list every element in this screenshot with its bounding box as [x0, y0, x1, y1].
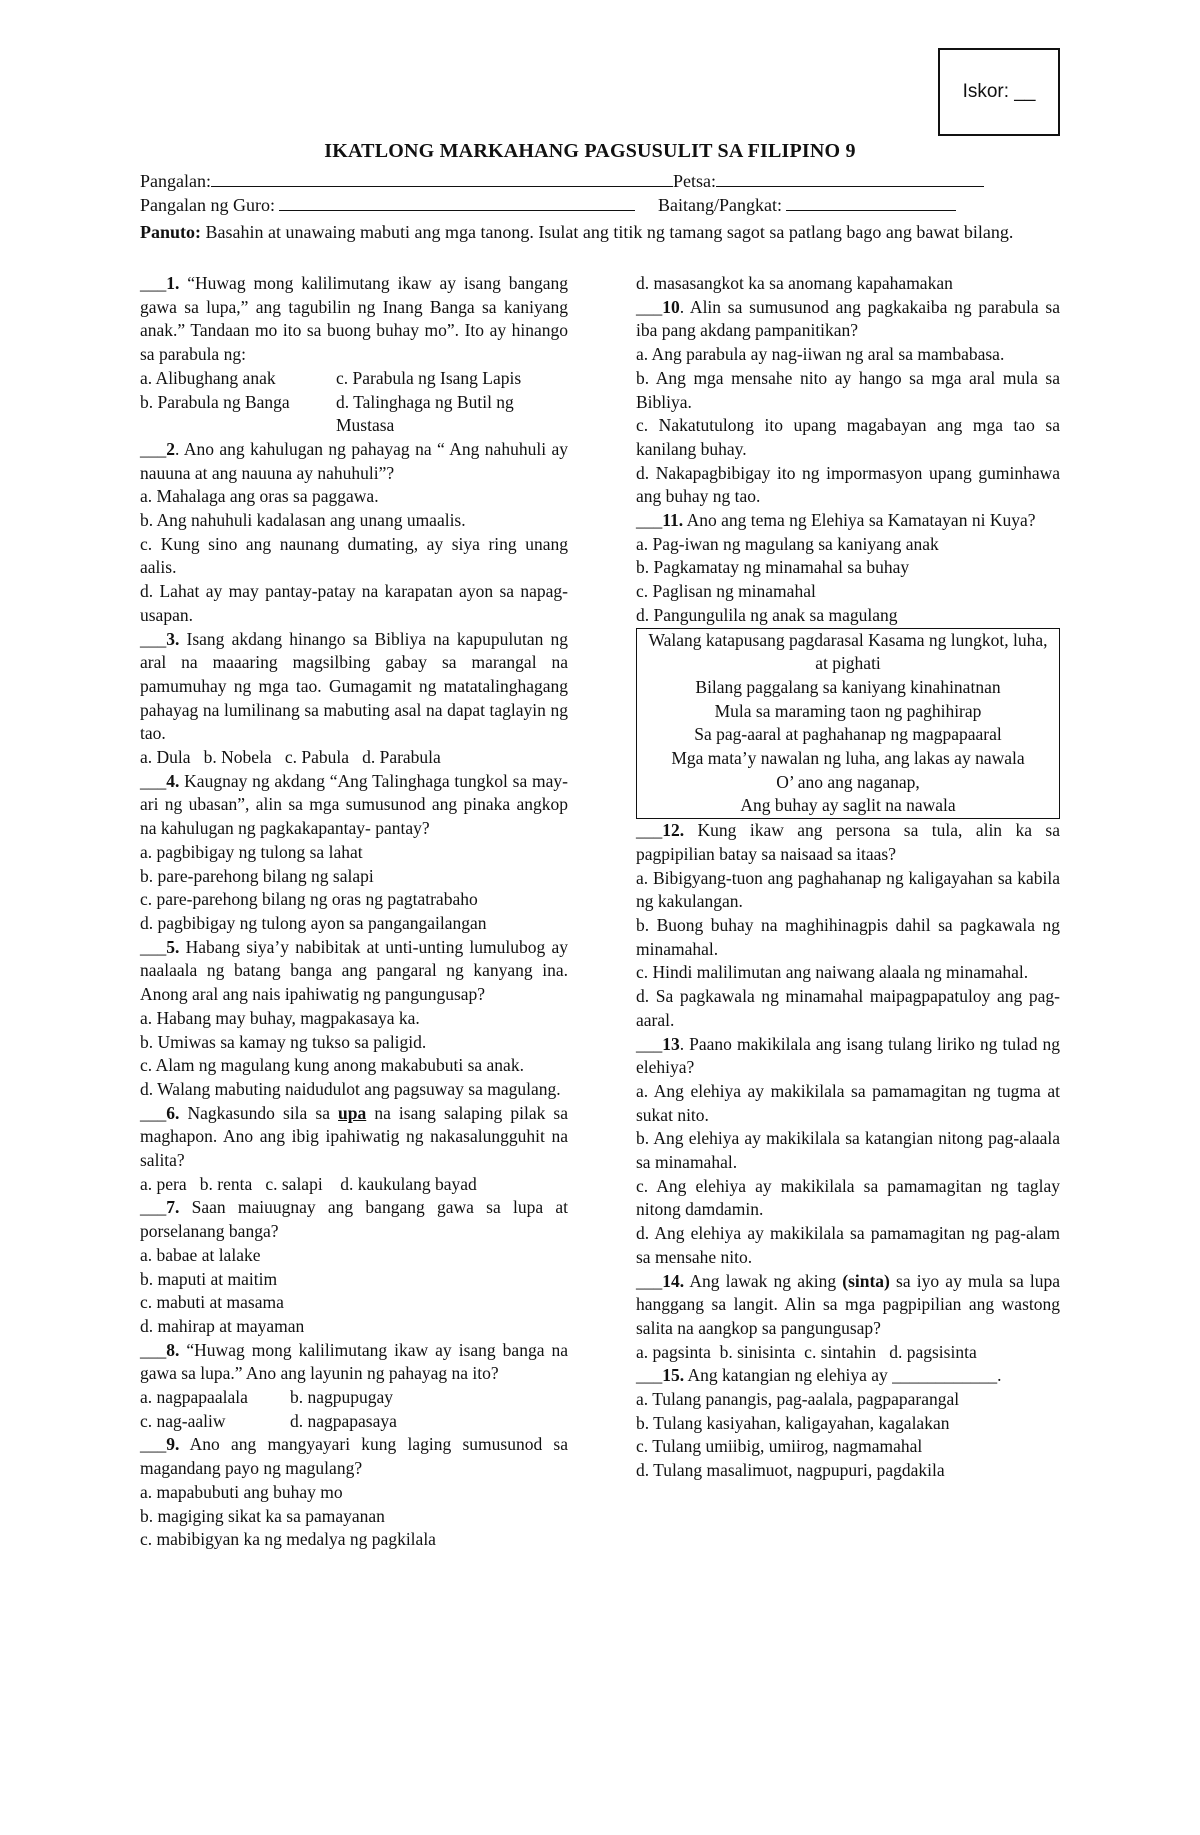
- question-14-bold-word: (sinta): [842, 1270, 890, 1291]
- question-1-option-d: d. Talinghaga ng Butil ng Mustasa: [336, 391, 514, 436]
- page-title: IKATLONG MARKAHANG PAGSUSULIT SA FILIPINO 9: [324, 140, 856, 162]
- question-1-option-c: c. Parabula ng Isang Lapis: [336, 367, 522, 388]
- name-field[interactable]: [211, 170, 673, 187]
- question-11-option-c: c. Paglisan ng minamahal: [636, 581, 816, 602]
- question-8-option-c: c. nag-aaliw: [140, 1410, 226, 1431]
- question-13-text: . Paano makikilala ang isang tulang liriko ng tulad ng elehiya?: [636, 1033, 1060, 1078]
- teacher-label: Pangalan ng Guro:: [140, 195, 275, 215]
- question-12: ___12. Kung ikaw ang persona sa tula, alin ka sa pagpipilian batay sa naisaad sa itaas?: [636, 820, 1060, 864]
- question-6-options: a. pera b. renta c. salapi d. kaukulang bayad: [140, 1173, 477, 1194]
- question-4: ___4. Kaugnay ng akdang “Ang Talinghaga tungkol sa may-ari ng ubasan”, alin sa mga sumusunod ang pinaka angkop na kahulugan ng pagkakapantay- pantay?: [140, 770, 568, 839]
- question-3-number: 3.: [166, 628, 180, 649]
- instructions: [140, 220, 1040, 244]
- question-4-option-c: c. pare-parehong bilang ng oras ng pagtatrabaho: [140, 889, 478, 910]
- instructions-label: Panuto:: [140, 222, 202, 242]
- instructions-text: Basahin at unawaing mabuti ang mga tanong. Isulat ang titik ng tamang sagot sa patlang bago ang bawat bilang.: [201, 222, 1014, 242]
- question-1-option-b: b. Parabula ng Banga: [140, 391, 290, 412]
- poem-line: O’ ano ang naganap,: [776, 771, 920, 792]
- question-1-option-a: a. Alibughang anak: [140, 367, 276, 388]
- question-15-option-b: b. Tulang kasiyahan, kaligayahan, kagalakan: [636, 1412, 950, 1433]
- question-5-option-d: d. Walang mabuting naidudulot ang pagsuway sa magulang.: [140, 1078, 561, 1099]
- question-11-option-d: d. Pangungulila ng anak sa magulang: [636, 604, 898, 625]
- poem-line: Sa pag-aaral at paghahanap ng magpapaaral: [694, 724, 1002, 745]
- question-5-option-b: b. Umiwas sa kamay ng tukso sa paligid.: [140, 1031, 427, 1052]
- question-12-option-b: b. Buong buhay na maghihinagpis dahil sa pagkawala ng minamahal.: [636, 914, 1060, 959]
- question-6: ___6. Nagkasundo sila sa upa na isang salaping pilak sa maghapon. Ano ang ibig ipahiwatig ng nakasalungguhit na salita?: [140, 1102, 568, 1171]
- question-9-option-b: b. magiging sikat ka sa pamayanan: [140, 1505, 385, 1526]
- question-6-number: 6.: [166, 1102, 180, 1123]
- question-7-text: Saan maiuugnay ang bangang gawa sa lupa at porselanang banga?: [140, 1197, 568, 1242]
- question-13-option-d: d. Ang elehiya ay makikilala sa pamamagitan ng pag-alam sa mensahe nito.: [636, 1223, 1060, 1267]
- question-15-option-c: c. Tulang umiibig, umiirog, nagmamahal: [636, 1436, 923, 1457]
- question-10-text: . Alin sa sumusunod ang pagkakaiba ng parabula sa iba pang akdang pampanitikan?: [636, 296, 1060, 341]
- question-5-option-c: c. Alam ng magulang kung anong makabubuti sa anak.: [140, 1055, 524, 1076]
- question-5: ___5. Habang siya’y nabibitak at unti-unting lumulubog ay naalaala ng batang banga ang pangaral ng kanyang ina. Anong aral ang nais ipahiwatig ng pangungusap?: [140, 936, 568, 1005]
- name-label: Pangalan:: [140, 171, 211, 191]
- question-9-text: Ano ang mangyayari kung laging sumusunod sa magandang payo ng magulang?: [140, 1434, 568, 1479]
- poem-line: Bilang paggalang sa kaniyang kinahinatnan: [695, 676, 1001, 697]
- question-12-option-d: d. Sa pagkawala ng minamahal maipagpapatuloy ang pag-aaral.: [636, 986, 1060, 1030]
- question-8: ___8. “Huwag mong kalilimutang ikaw ay isang banga na gawa sa lupa.” Ano ang layunin ng pahayag na ito?: [140, 1339, 568, 1384]
- poem-line: Mula sa maraming taon ng paghihirap: [714, 700, 982, 721]
- question-6-text-after: na isang salaping pilak sa maghapon. Ano ang ibig ipahiwatig ng nakasalungguhit na salita?: [140, 1102, 568, 1171]
- question-8-options-row2: [140, 1410, 568, 1434]
- question-15-text: Ang katangian ng elehiya ay ____________.: [684, 1365, 1002, 1386]
- question-15-option-a: a. Tulang panangis, pag-aalala, pagpaparangal: [636, 1389, 960, 1410]
- question-2-option-b: b. Ang nahuhuli kadalasan ang unang umaalis.: [140, 510, 466, 531]
- question-1: ___1. “Huwag mong kalilimutang ikaw ay isang bangang gawa sa lupa,” ang tagubilin ng Inang Banga sa kaniyang anak.” Tandaan mo ito sa buong buhay mo”. Ito ay hinango sa parabula ng:: [140, 273, 568, 365]
- question-2-option-a: a. Mahalaga ang oras sa paggawa.: [140, 486, 379, 507]
- question-11-option-a: a. Pag-iwan ng magulang sa kaniyang anak: [636, 533, 939, 554]
- question-2-text: . Ano ang kahulugan ng pahayag na “ Ang nahuhuli ay nauuna at ang nauuna ay nahuhuli”?: [140, 438, 568, 483]
- question-8-option-d: d. nagpapasaya: [290, 1410, 397, 1431]
- question-13-option-b: b. Ang elehiya ay makikilala sa katangian nitong pag-alaala sa minamahal.: [636, 1128, 1060, 1173]
- question-6-text-before: Nagkasundo sila sa: [179, 1102, 339, 1123]
- question-1-options-row2: [140, 391, 568, 438]
- score-box: [938, 48, 1060, 136]
- question-10-option-a: a. Ang parabula ay nag-iiwan ng aral sa mambabasa.: [636, 344, 1005, 365]
- question-11-text: Ano ang tema ng Elehiya sa Kamatayan ni Kuya?: [683, 510, 1036, 531]
- question-8-number: 8.: [166, 1339, 180, 1360]
- score-label: Iskor: __: [962, 81, 1036, 102]
- question-1-options-row1: [140, 367, 568, 391]
- question-10-option-c: c. Nakatutulong ito upang magabayan ang mga tao sa kanilang buhay.: [636, 415, 1060, 459]
- question-7-option-d: d. mahirap at mayaman: [140, 1315, 305, 1336]
- question-8-option-b: b. nagpupugay: [290, 1387, 394, 1408]
- question-11-option-b: b. Pagkamatay ng minamahal sa buhay: [636, 557, 910, 578]
- question-9-option-a: a. mapabubuti ang buhay mo: [140, 1481, 343, 1502]
- question-14-options: a. pagsinta b. sinisinta c. sintahin d. pagsisinta: [636, 1341, 977, 1362]
- question-1-number: 1.: [166, 273, 180, 293]
- left-column: [140, 272, 568, 1552]
- poem-line: Mga mata’y nawalan ng luha, ang lakas ay nawala: [671, 748, 1025, 769]
- question-8-options-row1: [140, 1386, 568, 1410]
- grade-field[interactable]: [786, 194, 956, 211]
- question-10-number: 10: [662, 296, 680, 317]
- question-3-options: a. Dula b. Nobela c. Pabula d. Parabula: [140, 747, 441, 768]
- question-12-number: 12.: [662, 820, 685, 841]
- question-5-text: Habang siya’y nabibitak at unti-unting lumulubog ay naalaala ng batang banga ang pangaral ng kanyang ina. Anong aral ang nais ipahiwatig ng pangungusap?: [140, 936, 568, 1005]
- question-4-text: Kaugnay ng akdang “Ang Talinghaga tungkol sa may-ari ng ubasan”, alin sa mga sumusunod ang pinaka angkop na kahulugan ng pagkakapantay- pantay?: [140, 770, 568, 839]
- question-2-option-d: d. Lahat ay may pantay-patay na karapatan ayon sa napag-usapan.: [140, 581, 568, 625]
- question-9-number: 9.: [166, 1434, 180, 1455]
- question-14-number: 14.: [662, 1270, 685, 1291]
- question-7-option-a: a. babae at lalake: [140, 1244, 261, 1265]
- question-4-option-a: a. pagbibigay ng tulong sa lahat: [140, 841, 363, 862]
- question-5-option-a: a. Habang may buhay, magpakasaya ka.: [140, 1007, 420, 1028]
- poem-line: Walang katapusang pagdarasal Kasama ng lungkot, luha, at pighati: [648, 629, 1048, 674]
- question-2-option-c: c. Kung sino ang naunang dumating, ay siya ring unang aalis.: [140, 533, 568, 578]
- question-13: ___13. Paano makikilala ang isang tulang liriko ng tulad ng elehiya?: [636, 1033, 1060, 1078]
- question-7: ___7. Saan maiuugnay ang bangang gawa sa lupa at porselanang banga?: [140, 1197, 568, 1242]
- date-label: Petsa:: [672, 171, 716, 191]
- question-10-option-b: b. Ang mga mensahe nito ay hango sa mga aral mula sa Bibliya.: [636, 367, 1060, 412]
- question-11-number: 11.: [662, 510, 684, 531]
- question-12-option-c: c. Hindi malilimutan ang naiwang alaala ng minamahal.: [636, 962, 1029, 983]
- teacher-grade-row: [140, 194, 956, 217]
- question-9: ___9. Ano ang mangyayari kung laging sumusunod sa magandang payo ng magulang?: [140, 1434, 568, 1479]
- question-10-option-d: d. Nakapagbibigay ito ng impormasyon upang guminhawa ang buhay ng tao.: [636, 462, 1060, 507]
- question-4-option-d: d. pagbibigay ng tulong ayon sa pangangailangan: [140, 912, 487, 933]
- question-6-underlined-word: upa: [338, 1102, 367, 1123]
- question-10: ___10. Alin sa sumusunod ang pagkakaiba ng parabula sa iba pang akdang pampanitikan?: [636, 296, 1060, 341]
- question-3-text: Isang akdang hinango sa Bibliya na kapupulutan ng aral na maaaring magsilbing gabay sa marangal na pamumuhay ng mga tao. Gumagamit ng matatalinghagang pahayag na lumilinang sa mabuting asal na dapat taglayin ng tao.: [140, 628, 568, 744]
- question-15-number: 15.: [662, 1365, 685, 1386]
- question-2: ___2. Ano ang kahulugan ng pahayag na “ Ang nahuhuli ay nauuna at ang nauuna ay nahuhuli”?: [140, 438, 568, 483]
- question-13-option-c: c. Ang elehiya ay makikilala sa pamamagitan ng taglay nitong damdamin.: [636, 1175, 1060, 1220]
- question-8-text: “Huwag mong kalilimutang ikaw ay isang banga na gawa sa lupa.” Ano ang layunin ng pahayag na ito?: [140, 1339, 568, 1384]
- question-14: ___14. Ang lawak ng aking (sinta) sa iyo ay mula sa lupa hanggang sa langit. Alin sa mga pagpipilian ang wastong salita na aangkop sa pangungusap?: [636, 1270, 1060, 1338]
- poem-line: Ang buhay ay saglit na nawala: [740, 795, 956, 816]
- question-9-option-d: d. masasangkot ka sa anomang kapahamakan: [636, 273, 953, 293]
- name-date-row: [140, 170, 984, 193]
- question-1-text: “Huwag mong kalilimutang ikaw ay isang bangang gawa sa lupa,” ang tagubilin ng Inang Banga sa kaniyang anak.” Tandaan mo ito sa buong buhay mo”. Ito ay hinango sa parabula ng:: [140, 273, 568, 365]
- question-12-text: Kung ikaw ang persona sa tula, alin ka sa pagpipilian batay sa naisaad sa itaas?: [636, 820, 1060, 864]
- question-4-option-b: b. pare-parehong bilang ng salapi: [140, 865, 374, 886]
- question-15-option-d: d. Tulang masalimuot, nagpupuri, pagdakila: [636, 1460, 945, 1481]
- question-14-text-after: sa iyo ay mula sa lupa hanggang sa langit. Alin sa mga pagpipilian ang wastong salita na aangkop sa pangungusap?: [636, 1270, 1060, 1338]
- question-11: ___11. Ano ang tema ng Elehiya sa Kamatayan ni Kuya?: [636, 510, 1036, 531]
- date-field[interactable]: [716, 170, 984, 187]
- grade-label: Baitang/Pangkat:: [657, 195, 782, 215]
- question-12-option-a: a. Bibigyang-tuon ang paghahanap ng kaligayahan sa kabila ng kakulangan.: [636, 867, 1060, 912]
- question-7-number: 7.: [166, 1197, 180, 1218]
- poem-box: [636, 628, 1060, 820]
- question-9-option-c: c. mabibigyan ka ng medalya ng pagkilala: [140, 1529, 436, 1550]
- question-5-number: 5.: [166, 936, 180, 957]
- right-column: [636, 272, 1060, 1483]
- question-2-number: 2: [166, 438, 175, 459]
- teacher-field[interactable]: [279, 194, 635, 211]
- question-8-option-a: a. nagpapaalala: [140, 1387, 248, 1408]
- question-4-number: 4.: [166, 770, 180, 791]
- question-7-option-c: c. mabuti at masama: [140, 1292, 284, 1313]
- question-7-option-b: b. maputi at maitim: [140, 1268, 278, 1289]
- question-15: ___15. Ang katangian ng elehiya ay ____________.: [636, 1365, 1002, 1386]
- question-14-text-before: Ang lawak ng aking: [684, 1270, 843, 1291]
- question-3: ___3. Isang akdang hinango sa Bibliya na kapupulutan ng aral na maaaring magsilbing gabay sa marangal na pamumuhay ng mga tao. Gumagamit ng matatalinghagang pahayag na lumilinang sa mabuting asal na dapat taglayin ng tao.: [140, 628, 568, 744]
- question-13-option-a: a. Ang elehiya ay makikilala sa pamamagitan ng tugma at sukat nito.: [636, 1080, 1060, 1125]
- question-13-number: 13: [662, 1033, 680, 1054]
